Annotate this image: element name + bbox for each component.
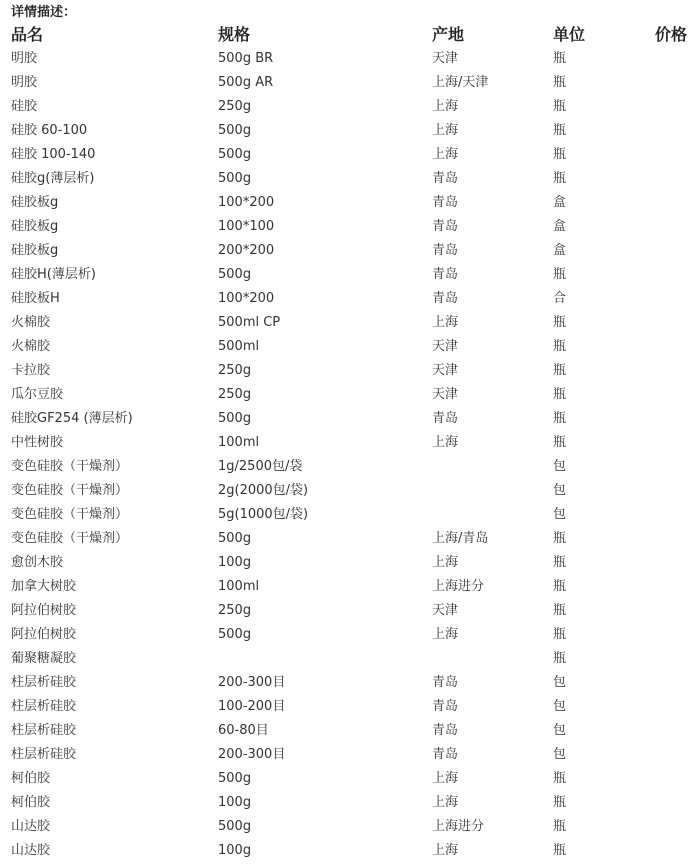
cell-origin: 天津 [432, 363, 459, 378]
cell-name: 柱层析硅胶 [11, 699, 77, 714]
cell-unit: 瓶 [553, 411, 567, 426]
table-row [11, 359, 696, 383]
table-row [11, 647, 696, 671]
table-row [11, 527, 696, 551]
cell-name: 硅胶 [11, 99, 38, 114]
cell-name: 加拿大树胶 [11, 579, 77, 594]
cell-name: 硅胶H(薄层析) [11, 267, 96, 282]
cell-spec: 100g [218, 555, 252, 570]
cell-unit: 包 [553, 483, 567, 498]
table-row [11, 431, 696, 455]
cell-spec: 100ml [218, 579, 260, 594]
cell-spec: 250g [218, 363, 252, 378]
cell-name: 变色硅胶（干燥剂） [11, 507, 129, 522]
cell-spec: 500g [218, 171, 252, 186]
cell-spec: 250g [218, 603, 252, 618]
table-row [11, 695, 696, 719]
cell-spec: 500g [218, 147, 252, 162]
cell-unit: 合 [553, 291, 567, 306]
table-row [11, 95, 696, 119]
cell-origin: 上海 [432, 771, 459, 786]
table-row [11, 167, 696, 191]
cell-unit: 包 [553, 723, 567, 738]
cell-name: 柯伯胶 [11, 795, 51, 810]
cell-spec: 500g [218, 411, 252, 426]
cell-name: 硅胶 60-100 [11, 123, 88, 138]
cell-origin: 天津 [432, 339, 459, 354]
cell-unit: 包 [553, 507, 567, 522]
cell-origin: 上海 [432, 627, 459, 642]
cell-unit: 瓶 [553, 171, 567, 186]
table-row [11, 719, 696, 743]
table-row [11, 551, 696, 575]
cell-spec: 200*200 [218, 243, 275, 258]
table-row [11, 143, 696, 167]
cell-name: 卡拉胶 [11, 363, 51, 378]
cell-spec: 60-80目 [218, 723, 269, 738]
cell-unit: 瓶 [553, 387, 567, 402]
cell-unit: 瓶 [553, 363, 567, 378]
header-name: 品名 [11, 25, 44, 44]
cell-unit: 瓶 [553, 123, 567, 138]
table-row [11, 839, 696, 863]
table-row [11, 767, 696, 791]
cell-name: 柱层析硅胶 [11, 675, 77, 690]
cell-origin: 青岛 [432, 243, 459, 258]
cell-origin: 天津 [432, 51, 459, 66]
cell-spec: 100-200目 [218, 699, 286, 714]
cell-unit: 瓶 [553, 531, 567, 546]
cell-origin: 上海 [432, 147, 459, 162]
cell-unit: 包 [553, 675, 567, 690]
table-row [11, 791, 696, 815]
cell-unit: 瓶 [553, 75, 567, 90]
cell-origin: 青岛 [432, 291, 459, 306]
cell-spec: 500g AR [218, 75, 274, 90]
cell-name: 柱层析硅胶 [11, 747, 77, 762]
header-unit: 单位 [553, 25, 586, 44]
cell-unit: 瓶 [553, 315, 567, 330]
cell-name: 硅胶板g [11, 243, 59, 258]
cell-origin: 青岛 [432, 195, 459, 210]
table-row [11, 263, 696, 287]
cell-origin: 上海 [432, 843, 459, 858]
cell-name: 山达胶 [11, 819, 51, 834]
cell-name: 明胶 [11, 51, 38, 66]
cell-unit: 瓶 [553, 435, 567, 450]
cell-unit: 瓶 [553, 579, 567, 594]
cell-spec: 2g(2000包/袋) [218, 483, 309, 498]
cell-spec: 200-300目 [218, 675, 286, 690]
cell-unit: 瓶 [553, 795, 567, 810]
table-row [11, 671, 696, 695]
cell-name: 硅胶板H [11, 291, 60, 306]
cell-origin: 青岛 [432, 411, 459, 426]
cell-unit: 瓶 [553, 51, 567, 66]
cell-name: 柯伯胶 [11, 771, 51, 786]
cell-spec: 500g [218, 819, 252, 834]
cell-name: 中性树胶 [11, 435, 64, 450]
cell-spec: 100*200 [218, 291, 275, 306]
table-row [11, 119, 696, 143]
cell-unit: 盒 [553, 243, 567, 258]
cell-unit: 瓶 [553, 627, 567, 642]
table-row [11, 575, 696, 599]
cell-origin: 青岛 [432, 675, 459, 690]
table-row [11, 623, 696, 647]
table-row [11, 239, 696, 263]
product-detail-section [11, 3, 696, 863]
cell-spec: 500g [218, 771, 252, 786]
cell-origin: 上海 [432, 555, 459, 570]
cell-unit: 瓶 [553, 651, 567, 666]
cell-spec: 100g [218, 795, 252, 810]
cell-name: 变色硅胶（干燥剂） [11, 459, 129, 474]
table-row [11, 335, 696, 359]
cell-origin: 天津 [432, 603, 459, 618]
cell-name: 硅胶g(薄层析) [11, 171, 95, 186]
table-row [11, 311, 696, 335]
cell-origin: 上海/天津 [432, 75, 489, 90]
table-row [11, 455, 696, 479]
cell-unit: 瓶 [553, 555, 567, 570]
table-row [11, 743, 696, 767]
cell-name: 火棉胶 [11, 315, 51, 330]
cell-origin: 上海 [432, 435, 459, 450]
cell-origin: 上海 [432, 99, 459, 114]
cell-spec: 100g [218, 843, 252, 858]
table-row [11, 47, 696, 71]
cell-unit: 盒 [553, 219, 567, 234]
cell-origin: 青岛 [432, 747, 459, 762]
table-row [11, 287, 696, 311]
cell-spec: 250g [218, 99, 252, 114]
cell-name: 硅胶板g [11, 195, 59, 210]
cell-origin: 青岛 [432, 267, 459, 282]
table-row [11, 71, 696, 95]
cell-name: 变色硅胶（干燥剂） [11, 483, 129, 498]
cell-unit: 包 [553, 747, 567, 762]
table-row [11, 215, 696, 239]
header-origin: 产地 [432, 25, 465, 44]
table-row [11, 407, 696, 431]
cell-name: 硅胶 100-140 [11, 147, 96, 162]
table-header [11, 23, 696, 47]
cell-origin: 青岛 [432, 699, 459, 714]
cell-origin: 上海 [432, 123, 459, 138]
cell-name: 火棉胶 [11, 339, 51, 354]
table-row [11, 191, 696, 215]
cell-spec: 200-300目 [218, 747, 286, 762]
cell-spec: 100*100 [218, 219, 275, 234]
cell-origin: 上海 [432, 315, 459, 330]
cell-name: 山达胶 [11, 843, 51, 858]
table-row [11, 383, 696, 407]
cell-unit: 包 [553, 459, 567, 474]
cell-spec: 500ml [218, 339, 260, 354]
cell-name: 阿拉伯树胶 [11, 627, 77, 642]
cell-origin: 青岛 [432, 171, 459, 186]
cell-unit: 瓶 [553, 267, 567, 282]
cell-spec: 500ml CP [218, 315, 281, 330]
cell-name: 愈创木胶 [11, 555, 64, 570]
cell-origin: 青岛 [432, 219, 459, 234]
product-table-body [11, 47, 696, 863]
cell-name: 柱层析硅胶 [11, 723, 77, 738]
header-spec: 规格 [218, 25, 251, 44]
table-row [11, 479, 696, 503]
cell-spec: 250g [218, 387, 252, 402]
table-row [11, 503, 696, 527]
section-title: 详情描述： [11, 5, 77, 20]
cell-unit: 瓶 [553, 603, 567, 618]
table-row [11, 815, 696, 839]
cell-spec: 500g BR [218, 51, 274, 66]
cell-unit: 瓶 [553, 771, 567, 786]
cell-spec: 100*200 [218, 195, 275, 210]
cell-spec: 500g [218, 627, 252, 642]
cell-unit: 瓶 [553, 843, 567, 858]
cell-name: 明胶 [11, 75, 38, 90]
cell-name: 硅胶GF254 (薄层析) [11, 411, 133, 426]
cell-unit: 包 [553, 699, 567, 714]
cell-spec: 500g [218, 267, 252, 282]
cell-unit: 瓶 [553, 819, 567, 834]
cell-spec: 1g/2500包/袋 [218, 459, 303, 474]
header-price: 价格 [655, 25, 688, 44]
cell-name: 硅胶板g [11, 219, 59, 234]
cell-spec: 5g(1000包/袋) [218, 507, 309, 522]
cell-origin: 上海进分 [432, 579, 485, 594]
cell-origin: 上海进分 [432, 819, 485, 834]
cell-name: 瓜尔豆胶 [11, 387, 64, 402]
cell-origin: 上海/青岛 [432, 531, 489, 546]
cell-unit: 盒 [553, 195, 567, 210]
cell-origin: 上海 [432, 795, 459, 810]
cell-origin: 天津 [432, 387, 459, 402]
cell-spec: 500g [218, 123, 252, 138]
cell-name: 葡聚糖凝胶 [11, 651, 77, 666]
cell-spec: 100ml [218, 435, 260, 450]
table-row [11, 599, 696, 623]
cell-origin: 青岛 [432, 723, 459, 738]
cell-spec: 500g [218, 531, 252, 546]
cell-name: 变色硅胶（干燥剂） [11, 531, 129, 546]
cell-name: 阿拉伯树胶 [11, 603, 77, 618]
cell-unit: 瓶 [553, 147, 567, 162]
cell-unit: 瓶 [553, 99, 567, 114]
cell-unit: 瓶 [553, 339, 567, 354]
